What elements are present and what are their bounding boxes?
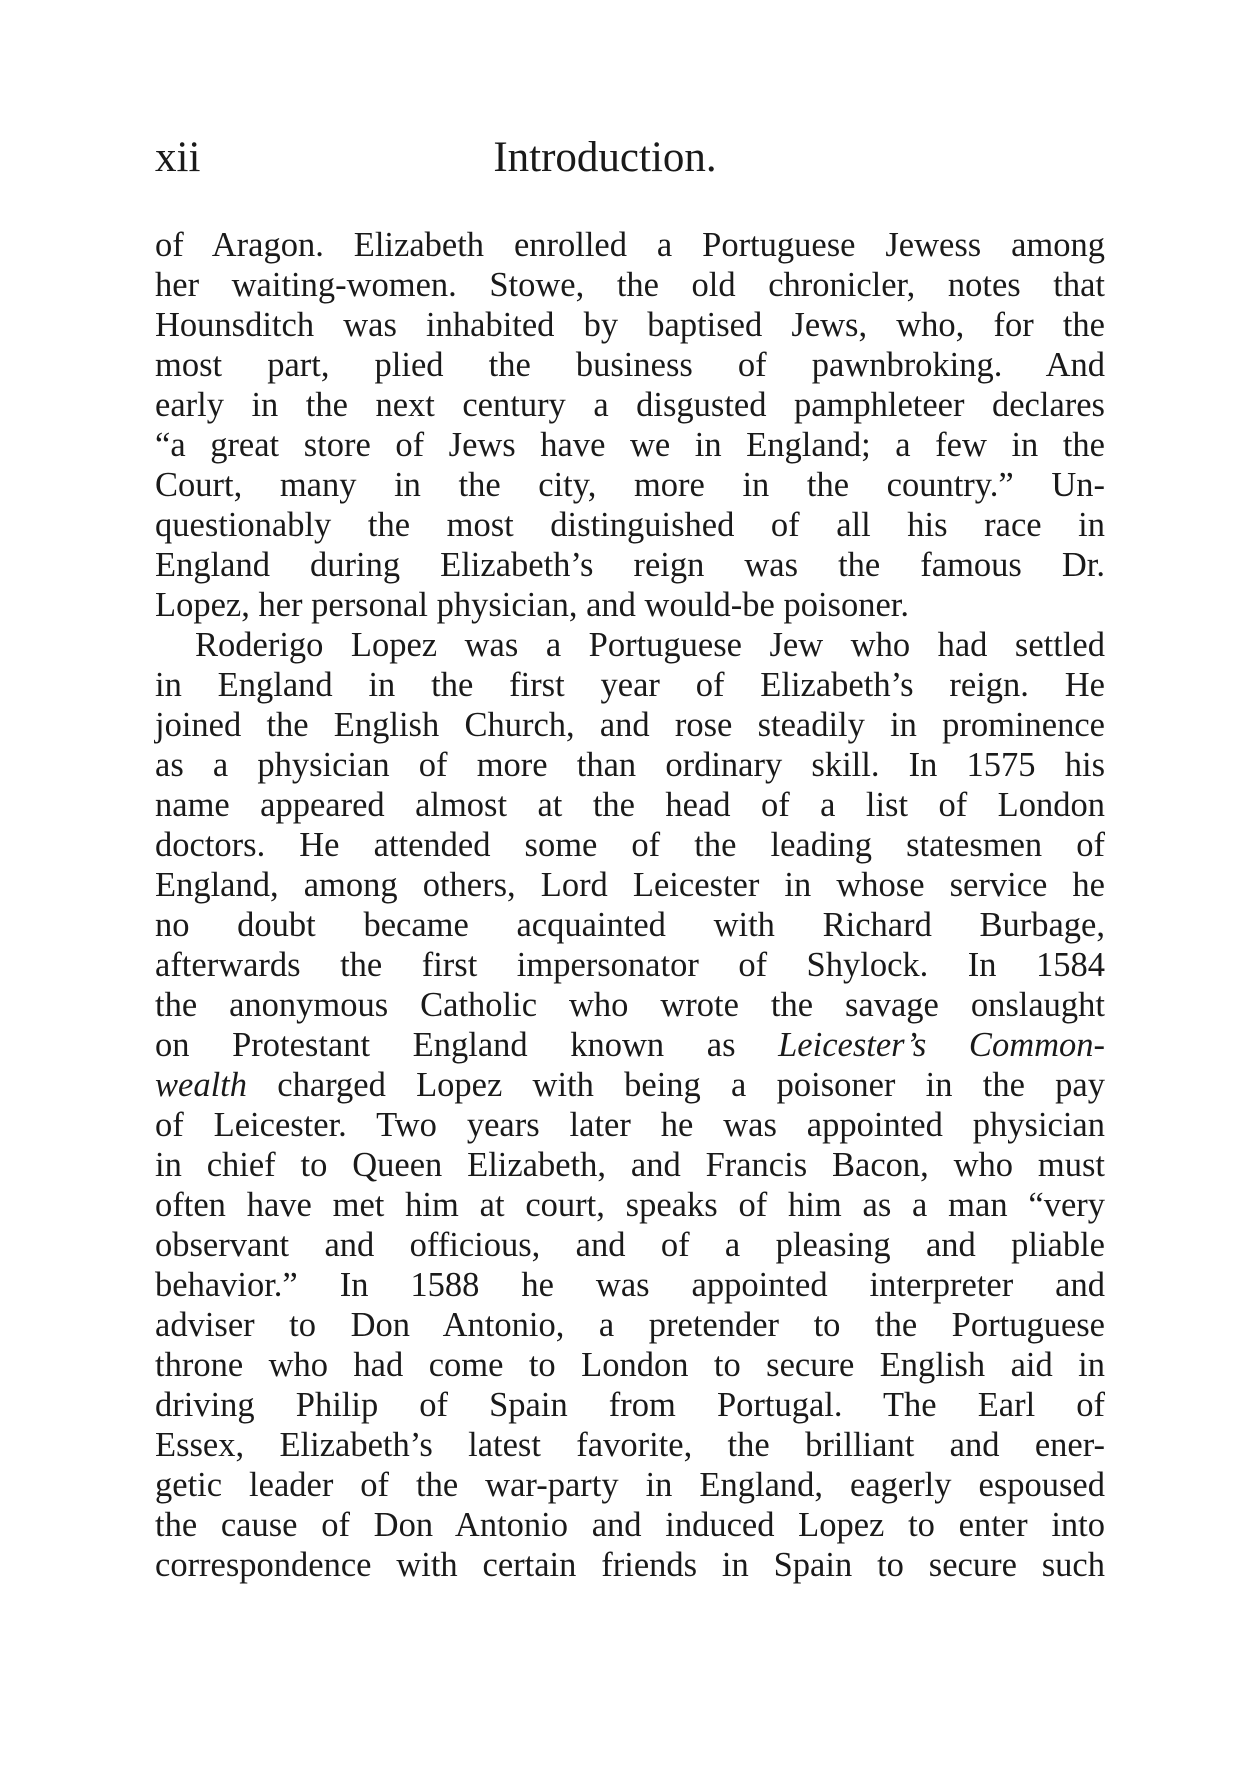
- page-number: xii: [155, 134, 201, 181]
- text-line: in chief to Queen Elizabeth, and Francis Bacon, who must: [155, 1146, 1105, 1184]
- paragraph-end-line: Lopez, her personal physician, and would-be poisoner.: [155, 586, 909, 624]
- text-line: her waiting-women. Stowe, the old chronicler, notes that: [155, 266, 1105, 304]
- text-line-with-title: [155, 1065, 1105, 1105]
- text-line: Essex, Elizabeth’s latest favorite, the brilliant and ener-: [155, 1426, 1105, 1464]
- text-line: throne who had come to London to secure English aid in: [155, 1346, 1105, 1384]
- text-line: name appeared almost at the head of a list of London: [155, 786, 1105, 824]
- text-line: “a great store of Jews have we in England; a few in the: [155, 426, 1105, 464]
- text-line: driving Philip of Spain from Portugal. The Earl of: [155, 1386, 1105, 1424]
- text-line: Court, many in the city, more in the country.” Un-: [155, 466, 1105, 504]
- paragraph-start-line: Roderigo Lopez was a Portuguese Jew who had settled: [195, 626, 1105, 664]
- text-line: observant and officious, and of a pleasing and pliable: [155, 1226, 1105, 1264]
- text-line: joined the English Church, and rose steadily in prominence: [155, 706, 1105, 744]
- text-line: of Aragon. Elizabeth enrolled a Portuguese Jewess among: [155, 226, 1105, 264]
- text-line: the anonymous Catholic who wrote the savage onslaught: [155, 986, 1105, 1024]
- body-text: [155, 225, 1105, 1585]
- text-line: questionably the most distinguished of all his race in: [155, 506, 1105, 544]
- chapter-title: Introduction.: [493, 134, 717, 181]
- text-line: England during Elizabeth’s reign was the famous Dr.: [155, 546, 1105, 584]
- text-line: in England in the first year of Elizabeth’s reign. He: [155, 666, 1105, 704]
- text-line: most part, plied the business of pawnbroking. And: [155, 346, 1105, 384]
- text-line: Hounsditch was inhabited by baptised Jews, who, for the: [155, 306, 1105, 344]
- text-line: behavior.” In 1588 he was appointed interpreter and: [155, 1266, 1105, 1304]
- text-line: correspondence with certain friends in Spain to secure such: [155, 1546, 1105, 1584]
- text-line: as a physician of more than ordinary skill. In 1575 his: [155, 746, 1105, 784]
- text-line: of Leicester. Two years later he was appointed physician: [155, 1106, 1105, 1144]
- book-title-italic: wealth: [155, 1066, 247, 1104]
- text-line: getic leader of the war-party in England, eagerly espoused: [155, 1466, 1105, 1504]
- text-line: afterwards the first impersonator of Shylock. In 1584: [155, 946, 1105, 984]
- text-line: often have met him at court, speaks of him as a man “very: [155, 1186, 1105, 1224]
- text-line-with-title: [155, 1025, 1105, 1065]
- running-head: [155, 128, 1105, 188]
- book-title-italic: Leicester’s Common-: [778, 1026, 1106, 1064]
- text-line: doctors. He attended some of the leading statesmen of: [155, 826, 1105, 864]
- text-line: the cause of Don Antonio and induced Lopez to enter into: [155, 1506, 1105, 1544]
- line-segment: charged Lopez with being a poisoner in the pay: [277, 1066, 1105, 1104]
- text-line: adviser to Don Antonio, a pretender to the Portuguese: [155, 1306, 1105, 1344]
- text-line: early in the next century a disgusted pamphleteer declares: [155, 386, 1105, 424]
- text-line: no doubt became acquainted with Richard Burbage,: [155, 906, 1105, 944]
- line-segment: on Protestant England known as: [155, 1026, 736, 1064]
- text-line: England, among others, Lord Leicester in whose service he: [155, 866, 1105, 904]
